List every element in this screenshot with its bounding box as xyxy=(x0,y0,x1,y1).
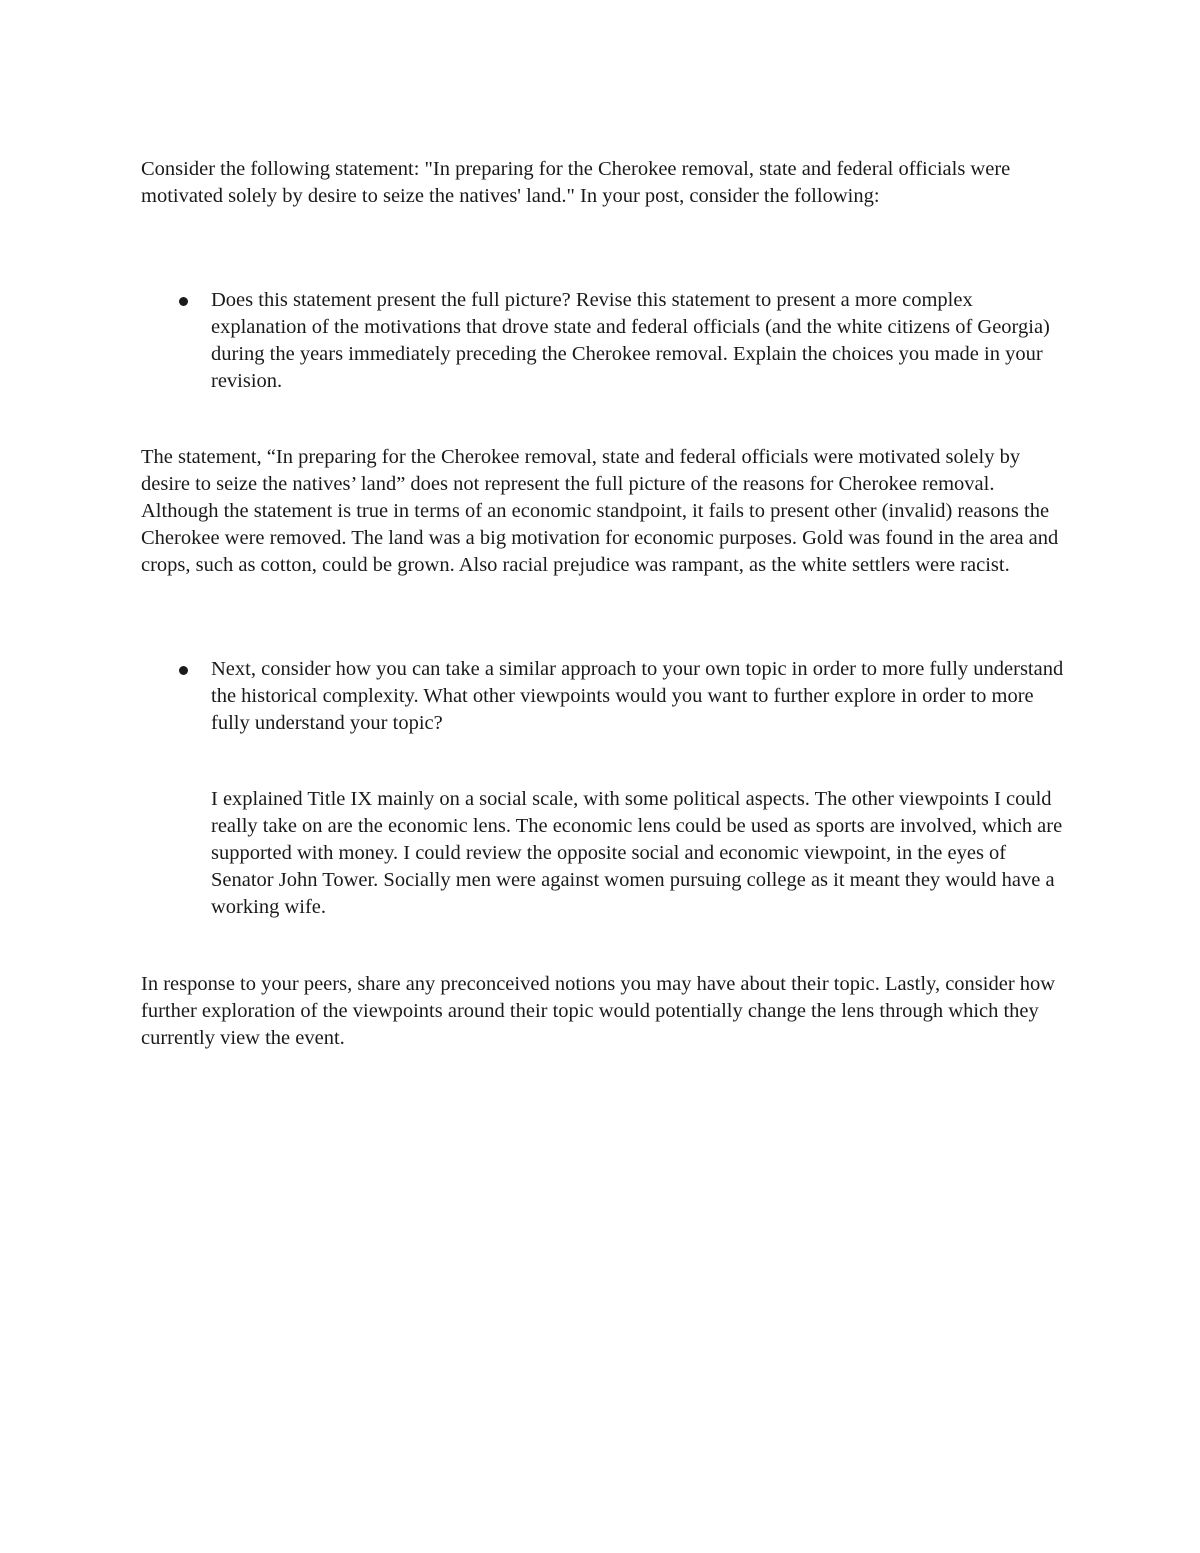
intro-paragraph: Consider the following statement: "In preparing for the Cherokee removal, state and federal officials were motivated solely by desire to seize the natives' land." In your post, consider the following: xyxy=(141,158,1011,207)
bullet-text-2: Next, consider how you can take a similar approach to your own topic in order to more fully understand the historical complexity. What other viewpoints would you want to further explore in order to more fully understand your topic? xyxy=(211,658,1064,734)
answer-paragraph-1: The statement, “In preparing for the Cherokee removal, state and federal officials were motivated solely by desire to seize the natives’ land” does not represent the full picture of the reasons for Cherokee removal. Although the statement is true in terms of an economic standpoint, it fails to present other (invalid) reasons the Cherokee were removed. The land was a big motivation for economic purposes. Gold was found in the area and crops, such as cotton, could be grown. Also racial prejudice was rampant, as the white settlers were racist. xyxy=(141,446,1059,576)
answer-paragraph-2: I explained Title IX mainly on a social scale, with some political aspects. The other viewpoints I could really take on are the economic lens. The economic lens could be used as sports are involved, which are supported with money. I could review the opposite social and economic viewpoint, in the eyes of Senator John Tower. Socially men were against women pursuing college as it meant they would have a working wife. xyxy=(211,788,1063,918)
bullet-text-1: Does this statement present the full picture? Revise this statement to present a more complex explanation of the motivations that drove state and federal officials (and the white citizens of Georgia) during the years immediately preceding the Cherokee removal. Explain the choices you made in your revision. xyxy=(211,289,1050,392)
closing-paragraph: In response to your peers, share any preconceived notions you may have about their topic. Lastly, consider how further exploration of the viewpoints around their topic would potentially change the lens through which they currently view the event. xyxy=(141,973,1056,1049)
bullet-icon xyxy=(179,297,188,306)
bullet-icon xyxy=(179,666,188,675)
